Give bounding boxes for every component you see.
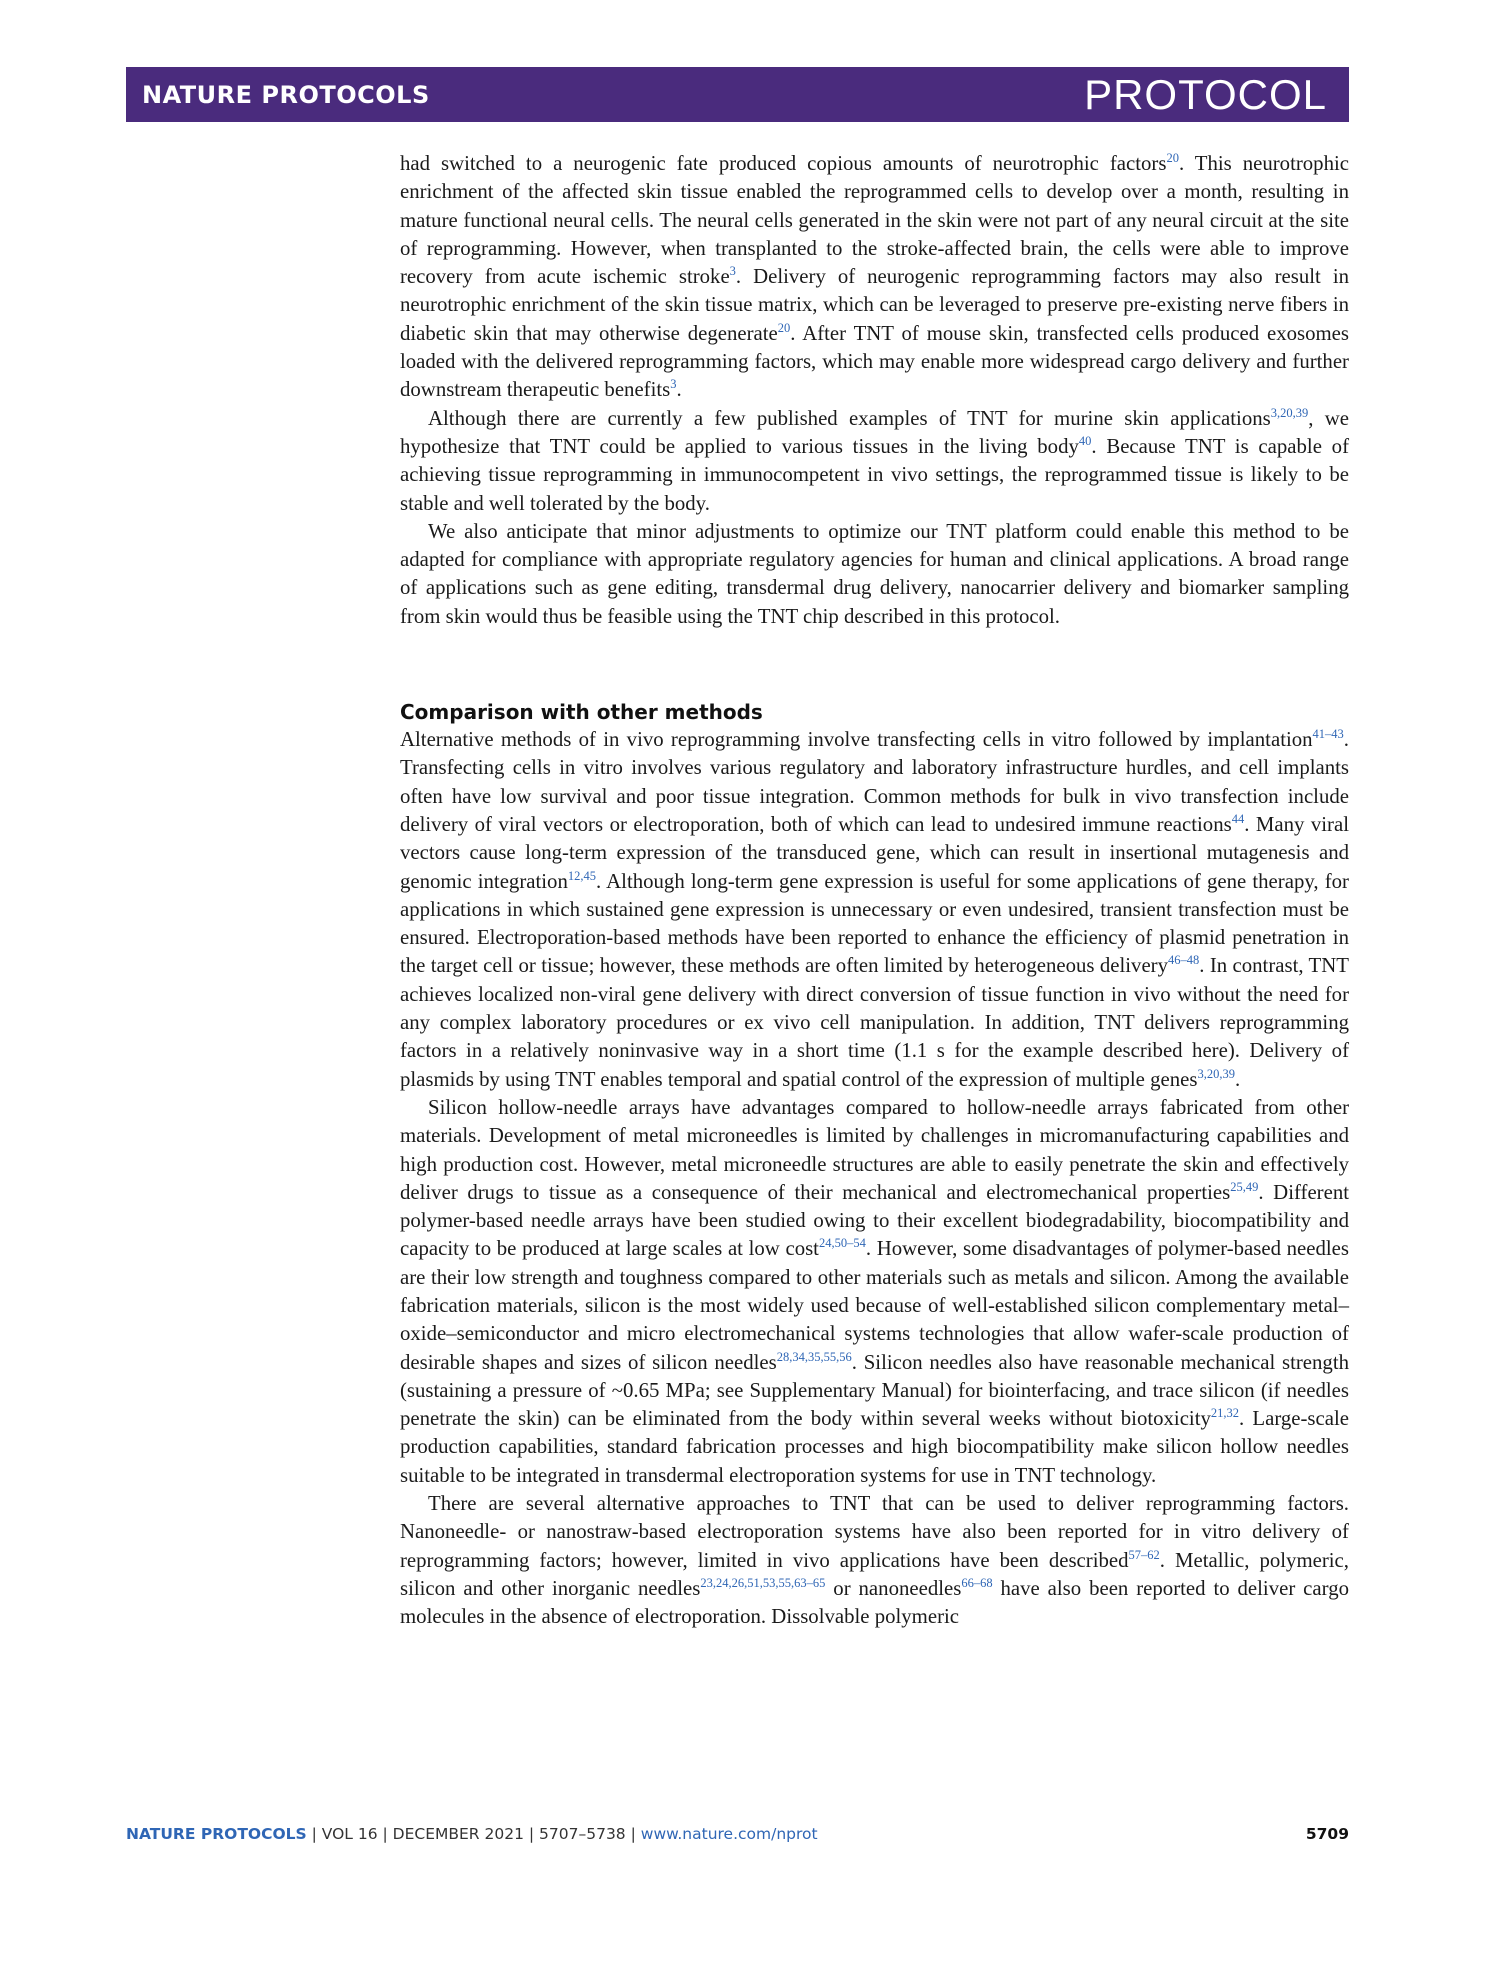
- paragraph-5: Silicon hollow-needle arrays have advantages compared to hollow-needle arrays fabricated from other materials. Development of metal microneedles is limited by challenges in micromanufacturing capabilities and high production cost. However, metal microneedle structures are able to easily penetrate the skin and effectively deliver drugs to tissue as a consequence of their mechanical and electromechanical properties$^{25,49}$. Different polymer-based needle arrays have been studied owing to their excellent biodegradability, biocompatibility and capacity to be produced at large scales at low cost$^{24,50-54}$. However, some disadvantages of polymer-based needles are their low strength and toughness compared to other materials such as metals and silicon. Among the available fabrication materials, silicon is the most widely used because of well-established silicon complementary metal–oxide–semiconductor and micro electromechanical systems technologies that allow wafer-scale production of desirable shapes and sizes of silicon needles$^{28,34,35,55,56}$. Silicon needles also have reasonable mechanical strength (sustaining a pressure of ~0.65 MPa; see Supplementary Manual) for biointerfacing, and trace silicon (if needles penetrate the skin) can be eliminated from the body within several weeks without biotoxicity$^{21,32}$. Large-scale production capabilities, standard fabrication processes and high biocompatibility make silicon hollow needles suitable to be integrated in transdermal electroporation systems for use in TNT technology.: [400, 1095, 1350, 1487]
- citation-link[interactable]: 28,34,35,55,56: [776, 1349, 852, 1364]
- paragraph-6: There are several alternative approaches to TNT that can be used to deliver reprogramming factors. Nanoneedle- or nanostraw-based electroporation systems have also been reported for in vitro delivery of reprogramming factors; however, limited in vivo applications have been described$^{57-62}$. Metallic, polymeric, silicon and other inorganic needles$^{23,24,26,51,53,55,63-65}$ or nanoneedles$^{66-68}$ have also been reported to deliver cargo molecules in the absence of electroporation. Dissolvable polymeric: [400, 1492, 1349, 1629]
- citation-link[interactable]: 66–68: [961, 1576, 993, 1591]
- paragraph-4: Alternative methods of in vivo reprogramming involve transfecting cells in vitro followed by implantation$^{41-43}$. Transfecting cells in vitro involves various regulatory and laboratory infrastructure hurdles, and cell implants often have low survival and poor tissue integration. Common methods for bulk in vivo transfection include delivery of viral vectors or electroporation, both of which can lead to undesired immune reactions$^{44}$. Many viral vectors cause long-term expression of the transduced gene, which can result in insertional mutagenesis and genomic integration$^{12,45}$. Although long-term gene expression is useful for some applications of gene therapy, for applications in which sustained gene expression is unnecessary or even undesired, transient transfection must be ensured. Electroporation-based methods have been reported to enhance the efficiency of plasmid penetration in the target cell or tissue; however, these methods are often limited by heterogeneous delivery$^{46-48}$. In contrast, TNT achieves localized non-viral gene delivery with direct conversion of tissue function in vivo without the need for any complex laboratory procedures or ex vivo cell manipulation. In addition, TNT delivers reprogramming factors in a relatively noninvasive way in a short time (1.1 s for the example described here). Delivery of plasmids by using TNT enables temporal and spatial control of the expression of multiple genes$^{3,20,39}$.: [400, 727, 1349, 1091]
- paragraph-1: had switched to a neurogenic fate produced copious amounts of neurotrophic factors$^{20}$. This neurotrophic enrichment of the affected skin tissue enabled the reprogrammed cells to develop over a month, resulting in mature functional neural cells. The neural cells generated in the skin were not part of any neural circuit at the site of reprogramming. However, when transplanted to the stroke-affected brain, the cells were able to improve recovery from acute ischemic stroke$^3$. Delivery of neurogenic reprogramming factors may also result in neurotrophic enrichment of the skin tissue matrix, which can be leveraged to preserve pre-existing nerve fibers in diabetic skin that may otherwise degenerate$^{20}$. After TNT of mouse skin, transfected cells produced exosomes loaded with the delivered reprogramming factors, which may enable more widespread cargo delivery and further downstream therapeutic benefits$^3$.: [400, 151, 1349, 402]
- citation-link[interactable]: 44: [1231, 812, 1245, 827]
- article-body: [400, 150, 1349, 1632]
- citation-link[interactable]: 40: [1078, 434, 1092, 449]
- footer-volume: VOL 16: [321, 1825, 378, 1843]
- journal-name: NATURE PROTOCOLS: [142, 81, 430, 109]
- citation-link[interactable]: 23,24,26,51,53,55,63–65: [700, 1576, 826, 1591]
- citation-link[interactable]: 3: [729, 264, 736, 279]
- footer-date: DECEMBER 2021: [392, 1825, 524, 1843]
- citation-link[interactable]: 20: [777, 320, 791, 335]
- citation-link[interactable]: 20: [1166, 151, 1179, 166]
- citation-link[interactable]: 57–62: [1128, 1547, 1160, 1562]
- article-type: PROTOCOL: [1084, 71, 1327, 118]
- section-heading: Comparison with other methods: [400, 700, 763, 725]
- citation-link[interactable]: 24,50–54: [818, 1236, 866, 1251]
- paragraph-2: Although there are currently a few published examples of TNT for murine skin applications$^{3,20,39}$, we hypothesize that TNT could be applied to various tissues in the living body$^{40}$. Because TNT is capable of achieving tissue reprogramming in immunocompetent in vivo settings, the reprogrammed tissue is likely to be stable and well tolerated by the body.: [400, 405, 1349, 515]
- citation-link[interactable]: 25,49: [1230, 1179, 1259, 1194]
- citation-link[interactable]: 3,20,39: [1270, 405, 1309, 420]
- journal-url-link[interactable]: www.nature.com/nprot: [640, 1825, 818, 1843]
- citation-link[interactable]: 41–43: [1312, 727, 1344, 742]
- citation-link[interactable]: 46–48: [1168, 953, 1200, 968]
- journal-header-bar: [126, 67, 1349, 122]
- citation-link[interactable]: 21,32: [1210, 1406, 1240, 1421]
- paragraph-3: We also anticipate that minor adjustments to optimize our TNT platform could enable this method to be adapted for compliance with appropriate regulatory agencies for human and clinical applications. A broad range of applications such as gene editing, transdermal drug delivery, nanocarrier delivery and biomarker sampling from skin would thus be feasible using the TNT chip described in this protocol.: [400, 519, 1349, 628]
- citation-link[interactable]: 3,20,39: [1197, 1066, 1235, 1081]
- footer-journal-name: NATURE PROTOCOLS: [126, 1825, 307, 1843]
- page-number: 5709: [1305, 1825, 1349, 1843]
- footer-page-range: 5707–5738: [539, 1825, 626, 1843]
- citation-link[interactable]: 12,45: [567, 868, 596, 883]
- page-footer: NATURE PROTOCOLS | VOL 16 | DECEMBER 2021 | 5707–5738 | www.nature.com/nprot 5709: [126, 1825, 1349, 1843]
- citation-link[interactable]: 3: [670, 377, 677, 392]
